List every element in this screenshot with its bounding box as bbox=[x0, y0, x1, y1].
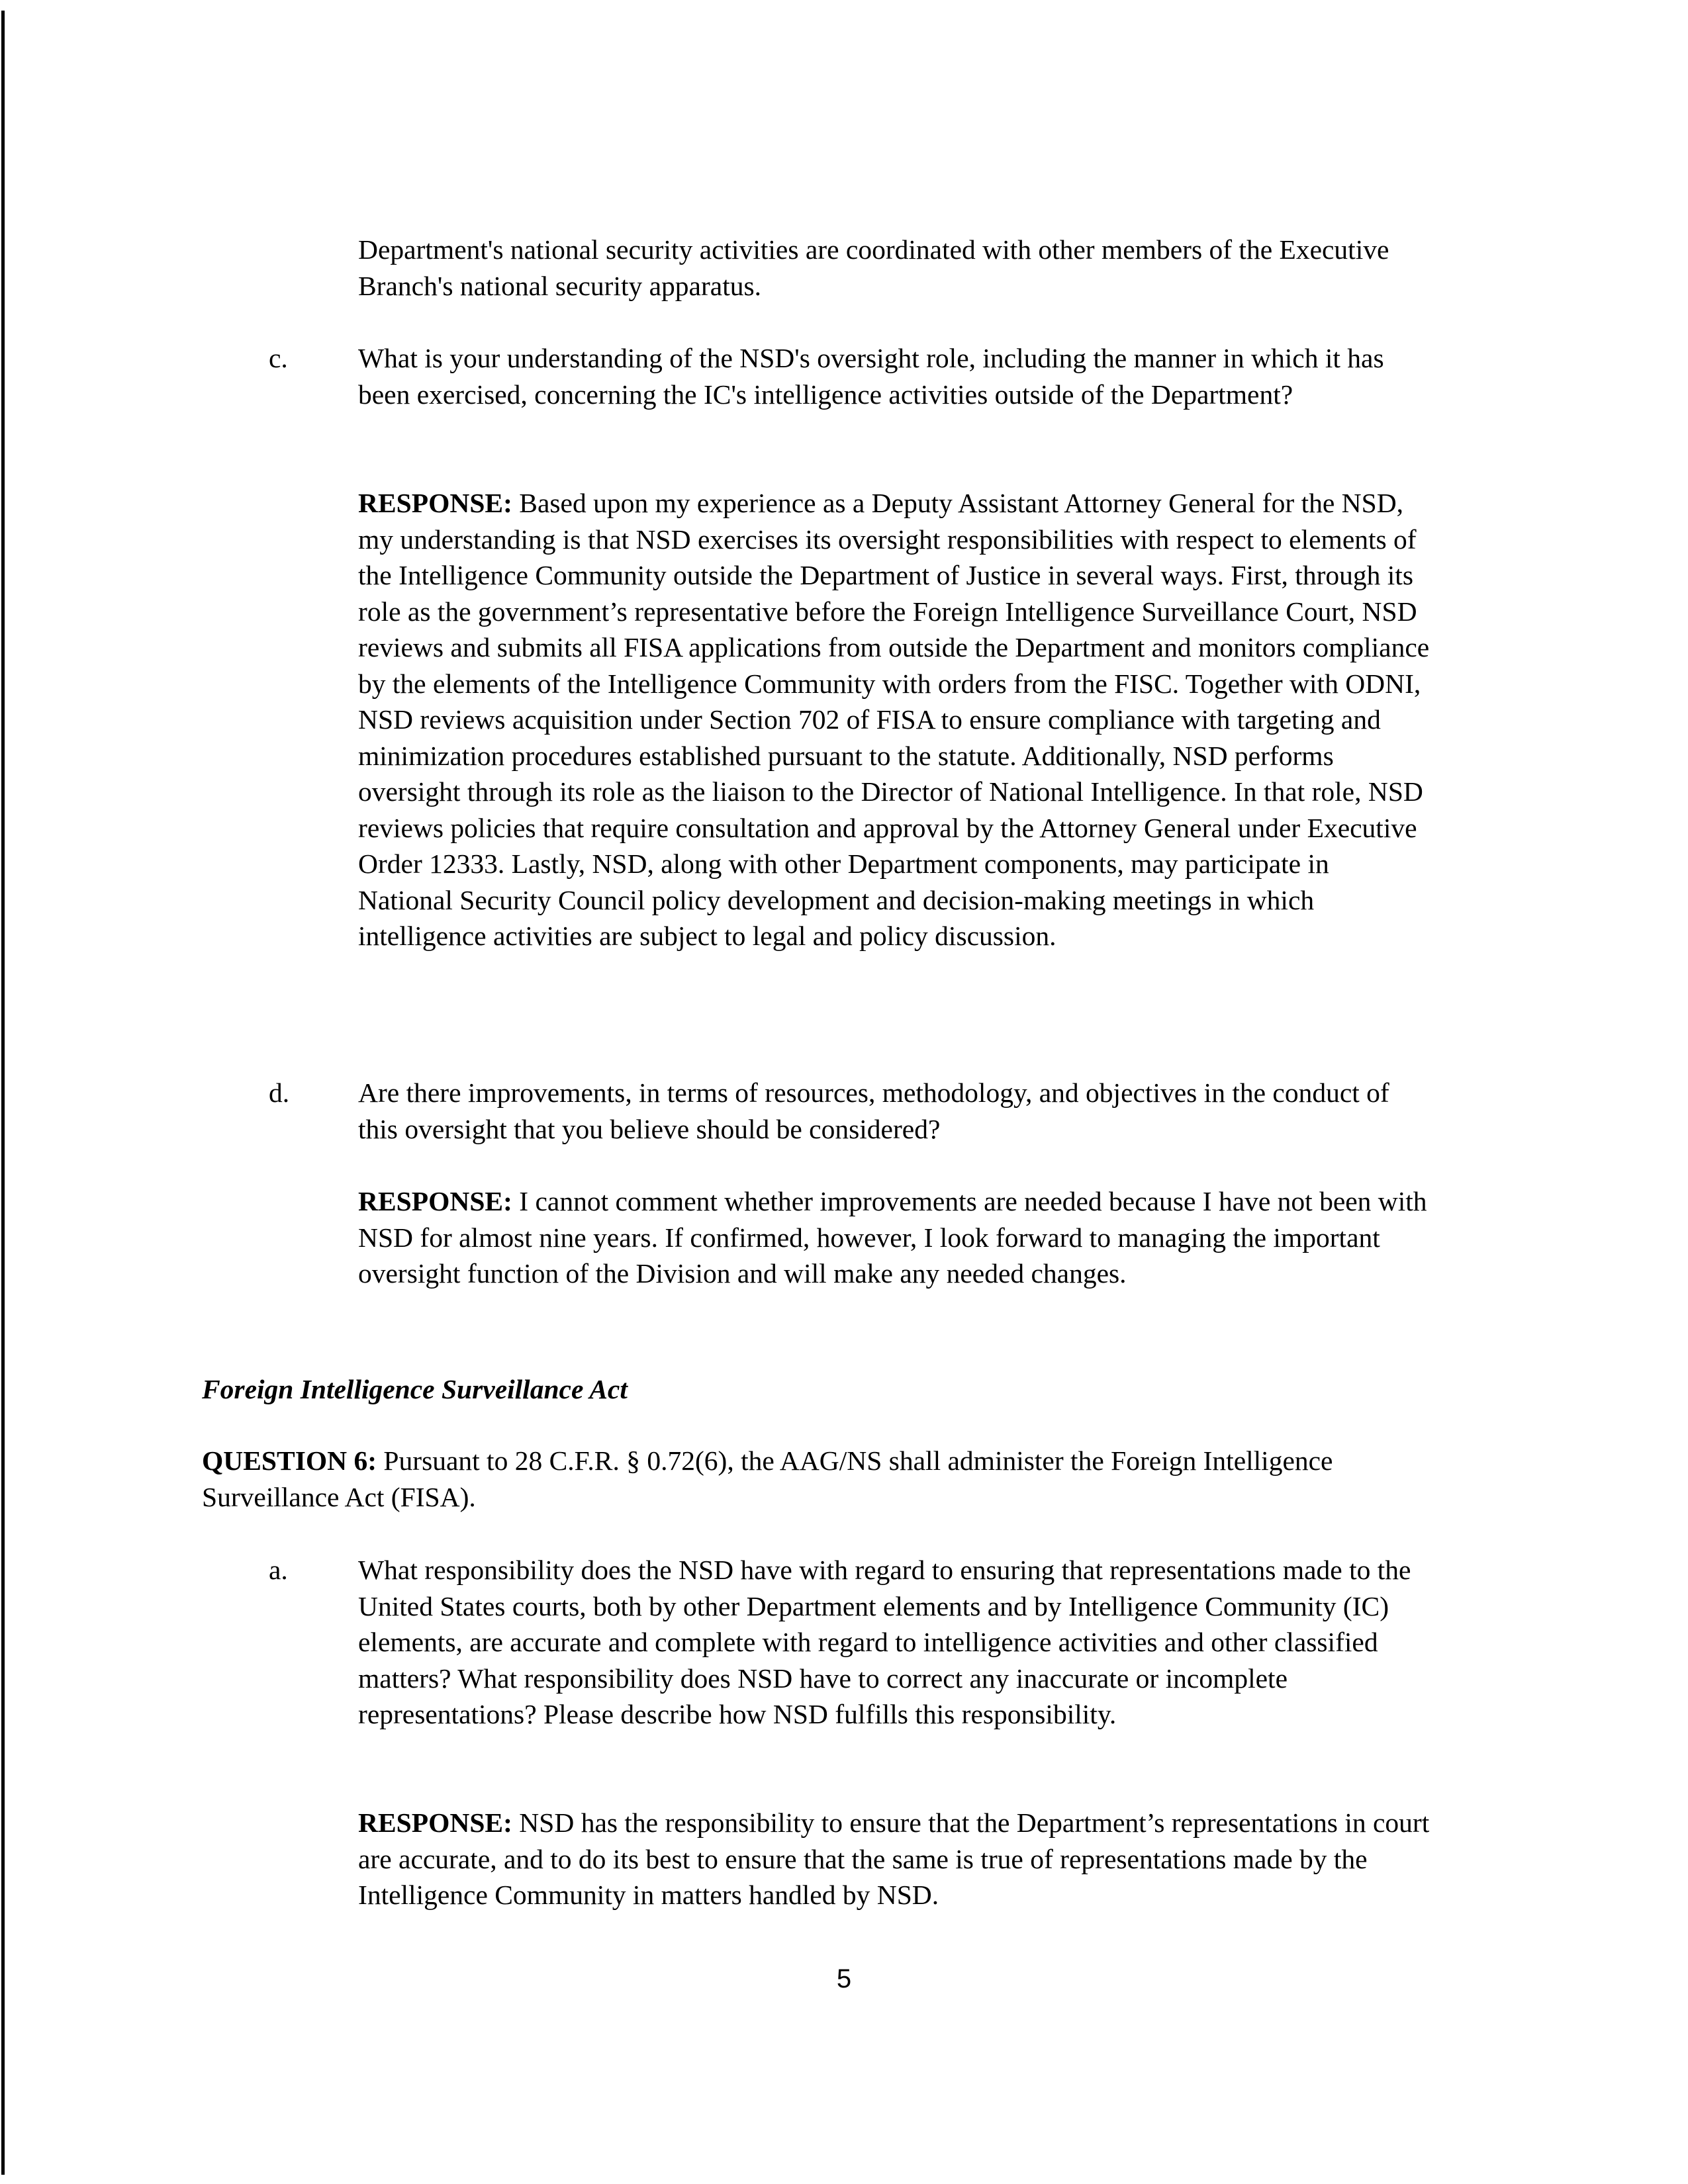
item-d-question bbox=[358, 1075, 1430, 1147]
item-a-response-label: RESPONSE: bbox=[358, 1807, 512, 1838]
item-a-response-text: NSD has the responsibility to ensure that the Department’s representations in court are accurate, and to do its best to ensure that the same is true of representations made by the Intelligence Community in matters handled by NSD. bbox=[358, 1807, 1430, 1910]
item-c-response-text: Based upon my experience as a Deputy Assistant Attorney General for the NSD, my understanding is that NSD exercises its oversight responsibilities with respect to elements of the Intelligence Community outside the Department of Justice in several ways. First, through its role as the government’s representative before the Foreign Intelligence Surveillance Court, NSD reviews and submits all FISA applications from outside the Department and monitors compliance by the elements of the Intelligence Community with orders from the FISC. Together with ODNI, NSD reviews acquisition under Section 702 of FISA to ensure compliance with targeting and minimization procedures established pursuant to the statute. Additionally, NSD performs oversight through its role as the liaison to the Director of National Intelligence. In that role, NSD reviews policies that require consultation and approval by the Attorney General under Executive Order 12333. Lastly, NSD, along with other Department components, may participate in National Security Council policy development and decision-making meetings in which intelligence activities are subject to legal and policy discussion. bbox=[358, 488, 1430, 951]
section-heading: Foreign Intelligence Surveillance Act bbox=[202, 1374, 628, 1404]
item-a-question bbox=[358, 1552, 1430, 1733]
question-6-label: QUESTION 6: bbox=[202, 1445, 377, 1476]
question-6 bbox=[202, 1443, 1433, 1515]
item-c-marker: c. bbox=[269, 343, 288, 373]
item-a-response bbox=[358, 1805, 1430, 1913]
item-d-response-text: I cannot comment whether improvements are needed because I have not been with NSD for almost nine years. If confirmed, however, I look forward to managing the important oversight function of the Division and will make any needed changes. bbox=[358, 1186, 1427, 1289]
item-c-response bbox=[358, 485, 1430, 954]
continuation-paragraph bbox=[358, 232, 1430, 304]
item-d-response bbox=[358, 1183, 1430, 1292]
item-c-question bbox=[358, 340, 1430, 412]
item-d-marker: d. bbox=[269, 1077, 290, 1108]
scan-edge-line bbox=[1, 11, 5, 2175]
continuation-text: Department's national security activities are coordinated with other members of the Executive Branch's national security apparatus. bbox=[358, 234, 1389, 301]
page-number: 5 bbox=[836, 1964, 852, 1993]
item-a-marker: a. bbox=[269, 1555, 288, 1585]
item-d-response-label: RESPONSE: bbox=[358, 1186, 512, 1216]
item-c-question-text: What is your understanding of the NSD's oversight role, including the manner in which it has been exercised, concerning the IC's intelligence activities outside of the Department? bbox=[358, 343, 1384, 410]
item-d-question-text: Are there improvements, in terms of resources, methodology, and objectives in the conduct of this oversight that you believe should be considered? bbox=[358, 1077, 1389, 1144]
item-c-response-label: RESPONSE: bbox=[358, 488, 512, 518]
question-6-text: Pursuant to 28 C.F.R. § 0.72(6), the AAG/NS shall administer the Foreign Intelligence Surveillance Act (FISA). bbox=[202, 1445, 1333, 1512]
item-a-question-text: What responsibility does the NSD have with regard to ensuring that representations made to the United States courts, both by other Department elements and by Intelligence Community (IC) elements, are accurate and complete with regard to intelligence activities and other classified matters? What responsibility does NSD have to correct any inaccurate or incomplete representations? Please describe how NSD fulfills this responsibility. bbox=[358, 1555, 1411, 1729]
